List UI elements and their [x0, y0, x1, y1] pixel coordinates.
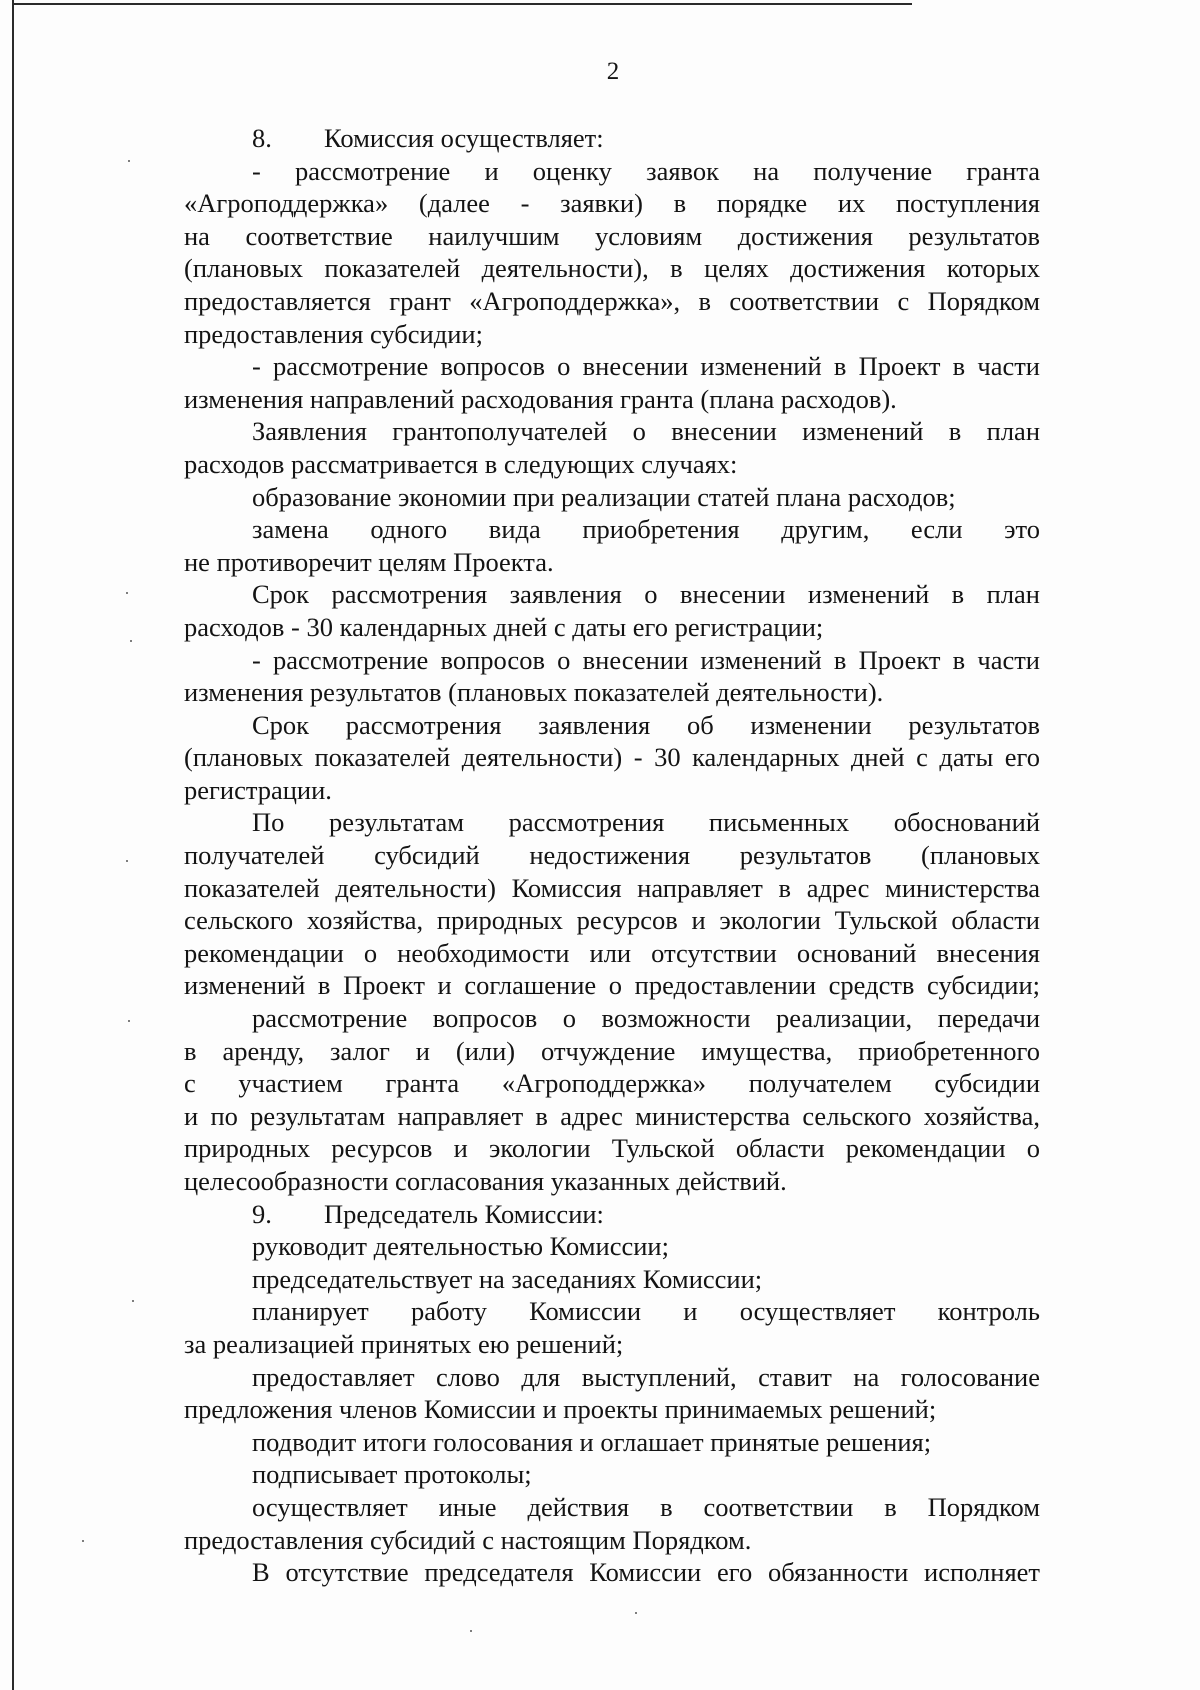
text-line: на соответствие наилучшим условиям достижения результатов	[184, 220, 1040, 251]
scan-speck	[635, 1612, 637, 1614]
text-line: (плановых показателей деятельности), в целях достижения которых	[184, 253, 1040, 284]
text-line: изменения результатов (плановых показателей деятельности).	[184, 677, 884, 708]
page-number: 2	[606, 58, 620, 85]
clause-number: 9.	[252, 1198, 272, 1229]
clause-number: 8.	[252, 123, 272, 153]
scan-speck	[470, 1630, 472, 1632]
text-line: (плановых показателей деятельности) - 30 календарных дней с даты его	[184, 742, 1040, 773]
text-line: с участием гранта «Агроподдержка» получателем субсидии	[184, 1068, 1040, 1099]
text-line: образование экономии при реализации статей плана расходов;	[252, 481, 956, 512]
text-line: замена одного вида приобретения другим, если это	[252, 514, 1040, 545]
text-line	[184, 1198, 1040, 1231]
text-line: - рассмотрение вопросов о внесении изменений в Проект в части	[252, 351, 1040, 382]
clause-heading: Комиссия осуществляет:	[324, 123, 604, 153]
text-line: руководит деятельностью Комиссии;	[252, 1231, 669, 1262]
scan-speck	[126, 860, 128, 862]
text-line: Срок рассмотрения заявления о внесении изменений в план	[252, 579, 1040, 610]
text-line: природных ресурсов и экологии Тульской области рекомендации о	[184, 1133, 1040, 1164]
text-line: осуществляет иные действия в соответствии в Порядком	[252, 1491, 1040, 1522]
clause-heading: Председатель Комиссии:	[324, 1198, 604, 1229]
text-line: расходов - 30 календарных дней с даты его регистрации;	[184, 611, 824, 642]
scan-speck	[82, 1540, 84, 1542]
text-line: регистрации.	[184, 774, 332, 805]
text-line: целесообразности согласования указанных действий.	[184, 1166, 787, 1196]
text-line: рекомендации о необходимости или отсутствии оснований внесения	[184, 937, 1040, 968]
scan-speck	[126, 592, 128, 594]
scan-speck	[128, 1020, 130, 1022]
text-line: планирует работу Комиссии и осуществляет контроль	[252, 1296, 1040, 1327]
text-line: предоставления субсидии;	[184, 318, 483, 349]
text-line: - рассмотрение вопросов о внесении изменений в Проект в части	[252, 644, 1040, 675]
text-line: в аренду, залог и (или) отчуждение имущества, приобретенного	[184, 1035, 1040, 1066]
text-line: изменения направлений расходования гранта (плана расходов).	[184, 383, 897, 414]
text-line: В отсутствие председателя Комиссии его обязанности исполняет	[252, 1557, 1040, 1588]
text-line: расходов рассматривается в следующих случаях:	[184, 448, 738, 479]
scan-speck	[132, 1300, 134, 1302]
document-body	[184, 122, 1040, 1589]
text-line: предложения членов Комиссии и проекты принимаемых решений;	[184, 1394, 937, 1425]
text-line: Заявления грантополучателей о внесении изменений в план	[252, 416, 1040, 447]
scan-speck	[130, 640, 132, 642]
text-line: «Агроподдержка» (далее - заявки) в порядке их поступления	[184, 188, 1040, 219]
text-line: получателей субсидий недостижения результатов (плановых	[184, 840, 1040, 871]
text-line: не противоречит целям Проекта.	[184, 546, 554, 577]
text-line: предоставляется грант «Агроподдержка», в соответствии с Порядком	[184, 285, 1040, 316]
text-line: Срок рассмотрения заявления об изменении результатов	[252, 709, 1040, 740]
text-line: показателей деятельности) Комиссия направляет в адрес министерства	[184, 872, 1040, 903]
scan-speck	[128, 160, 130, 162]
text-line	[184, 122, 1040, 155]
scan-edge-top	[12, 3, 912, 5]
text-line: изменений в Проект и соглашение о предоставлении средств субсидии;	[184, 970, 1040, 1001]
text-line: - рассмотрение и оценку заявок на получение гранта	[252, 155, 1040, 186]
text-line: подводит итоги голосования и оглашает принятые решения;	[252, 1426, 932, 1457]
scan-edge-left	[12, 0, 14, 1690]
text-line: По результатам рассмотрения письменных обоснований	[252, 807, 1040, 838]
text-line: предоставляет слово для выступлений, ставит на голосование	[252, 1361, 1040, 1392]
text-line: рассмотрение вопросов о возможности реализации, передачи	[252, 1003, 1040, 1034]
text-line: сельского хозяйства, природных ресурсов и экологии Тульской области	[184, 905, 1040, 936]
text-line: председательствует на заседаниях Комиссии;	[252, 1263, 763, 1294]
text-line: подписывает протоколы;	[252, 1459, 532, 1490]
text-line: и по результатам направляет в адрес министерства сельского хозяйства,	[184, 1100, 1040, 1131]
text-line: предоставления субсидий с настоящим Порядком.	[184, 1524, 752, 1555]
text-line: за реализацией принятых ею решений;	[184, 1328, 624, 1359]
